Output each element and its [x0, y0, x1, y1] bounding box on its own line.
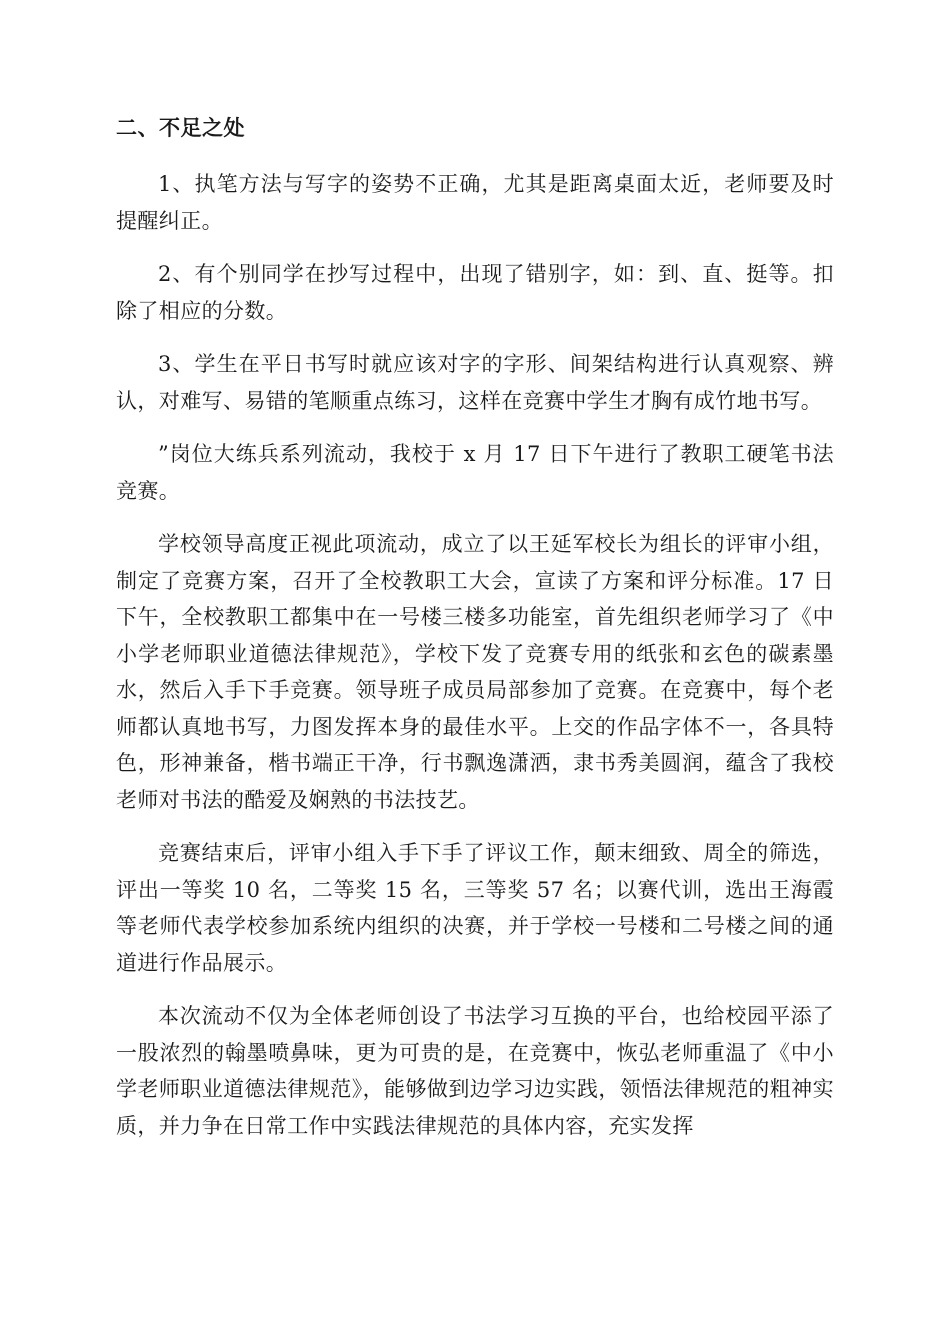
paragraph-2: 2、有个别同学在抄写过程中，出现了错别字，如：到、直、挺等。扣除了相应的分数。	[116, 262, 834, 323]
paragraph-7: 本次流动不仅为全体老师创设了书法学习互换的平台，也给校园平添了一股浓烈的翰墨喷鼻味，更为可贵的是，在竞赛中，恢弘老师重温了《中小学老师职业道德法律规范》，能够做到边学习边实践，领悟法律规范的粗神实质，并力争在日常工作中实践法律规范的具体内容，充实发挥	[116, 1004, 834, 1138]
paragraph-5: 学校领导高度正视此项流动，成立了以王延军校长为组长的评审小组，制定了竞赛方案，召开了全校教职工大会，宣读了方案和评分标准。17 日下午，全校教职工都集中在一号楼三楼多功能室，首先组织老师学习了《中小学老师职业道德法律规范》，学校下发了竞赛专用的纸张和玄色的碳素墨水，然后入手下手竞赛。领导班子成员局部参加了竞赛。在竞赛中，每个老师都认真地书写，力图发挥本身的最佳水平。上交的作品字体不一，各具特色，形神兼备，楷书端正干净，行书飘逸潇洒，隶书秀美圆润，蕴含了我校老师对书法的酷爱及娴熟的书法技艺。	[116, 532, 834, 812]
paragraph-6: 竞赛结束后，评审小组入手下手了评议工作，颠末细致、周全的筛选，评出一等奖 10 名，二等奖 15 名，三等奖 57 名；以赛代训，选出王海霞等老师代表学校参加系统内组织的决赛，并于学校一号楼和二号楼之间的通道进行作品展示。	[116, 841, 834, 975]
paragraph-4: ”岗位大练兵系列流动，我校于 x 月 17 日下午进行了教职工硬笔书法竞赛。	[116, 442, 834, 503]
section-heading: 二、不足之处	[116, 115, 245, 140]
paragraph-1: 1、执笔方法与写字的姿势不正确，尤其是距离桌面太近，老师要及时提醒纠正。	[116, 172, 834, 233]
paragraph-3: 3、学生在平日书写时就应该对字的字形、间架结构进行认真观察、辨认，对难写、易错的笔顺重点练习，这样在竞赛中学生才胸有成竹地书写。	[116, 352, 834, 413]
